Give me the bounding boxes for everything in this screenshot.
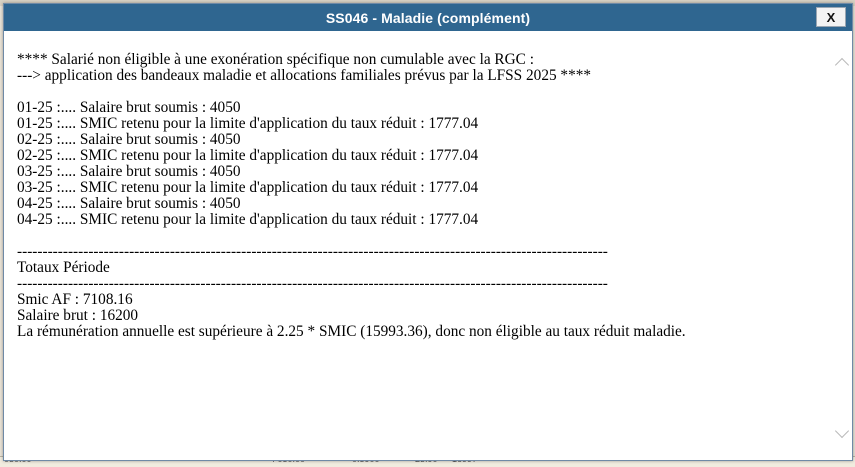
conclusion-text: La rémunération annuelle est supérieure à 2.25 * SMIC (15993.36), donc non éligible au taux réduit maladie. (17, 323, 686, 340)
entry-line: 03-25 :.... SMIC retenu pour la limite d'application du taux réduit : 1777.04 (17, 179, 479, 196)
maladie-complement-dialog (3, 3, 853, 461)
dialog-message (4, 31, 832, 458)
salaire-brut-line: Salaire brut : 16200 (17, 307, 139, 324)
entry-line: 01-25 :.... Salaire brut soumis : 4050 (17, 99, 241, 116)
entry-line: 02-25 :.... SMIC retenu pour la limite d'application du taux réduit : 1777.04 (17, 147, 479, 164)
separator-line: -------------------------------------------------------------------------------------------------------------------- (17, 243, 608, 260)
dialog-titlebar[interactable] (4, 4, 852, 31)
entry-line: 03-25 :.... Salaire brut soumis : 4050 (17, 163, 241, 180)
chevron-down-icon (835, 423, 849, 437)
scroll-down-arrow[interactable] (832, 424, 852, 442)
dialog-title: SS046 - Maladie (complément) (325, 9, 531, 26)
close-button[interactable]: X (816, 7, 846, 27)
chevron-up-icon (835, 57, 849, 71)
entry-line: 02-25 :.... Salaire brut soumis : 4050 (17, 131, 241, 148)
header-line: **** Salarié non éligible à une exonération spécifique non cumulable avec la RGC : (17, 51, 534, 68)
entry-line: 01-25 :.... SMIC retenu pour la limite d'application du taux réduit : 1777.04 (17, 115, 479, 132)
header-line: ---> application des bandeaux maladie et allocations familiales prévus par la LFSS 2025 **** (17, 67, 592, 84)
vertical-scrollbar[interactable] (832, 31, 852, 458)
separator-line: -------------------------------------------------------------------------------------------------------------------- (17, 275, 608, 292)
entry-line: 04-25 :.... Salaire brut soumis : 4050 (17, 195, 241, 212)
entry-line: 04-25 :.... SMIC retenu pour la limite d'application du taux réduit : 1777.04 (17, 211, 479, 228)
totals-heading: Totaux Période (17, 259, 110, 276)
smic-af-line: Smic AF : 7108.16 (17, 291, 133, 308)
scroll-up-arrow[interactable] (832, 53, 852, 71)
